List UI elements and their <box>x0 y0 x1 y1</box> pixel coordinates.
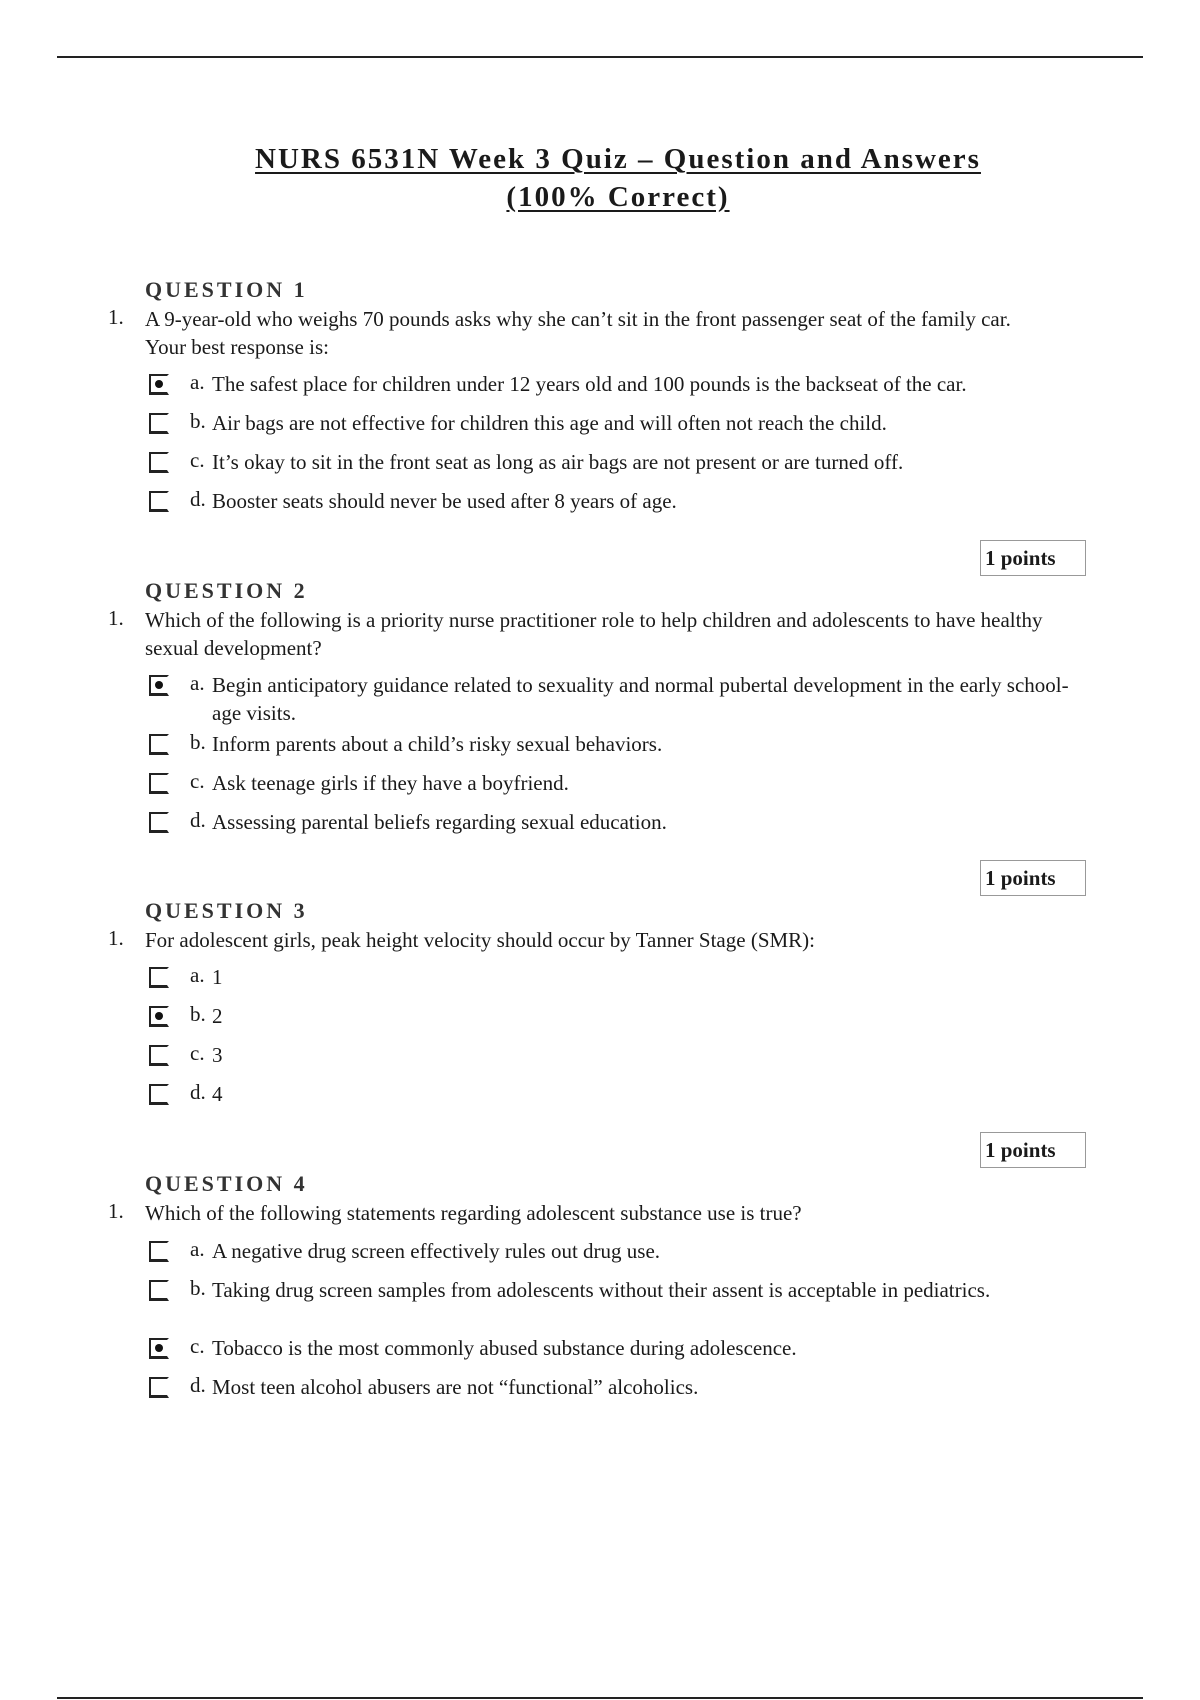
option-text: Air bags are not effective for children this age and will often not reach the child. <box>212 411 887 435</box>
option-text: Booster seats should never be used after 8 years of age. <box>212 489 677 513</box>
radio-icon[interactable] <box>149 1045 169 1066</box>
option-d[interactable] <box>145 1373 1105 1403</box>
top-rule <box>57 56 1143 58</box>
title-line-1: NURS 6531N Week 3 Quiz – Question and Answers <box>255 143 981 175</box>
option-d[interactable] <box>145 487 1105 517</box>
option-text: It’s okay to sit in the front seat as long as air bags are not present or are turned off. <box>212 450 904 474</box>
option-letter: d. <box>190 808 206 832</box>
option-letter: a. <box>190 370 205 394</box>
points-badge: 1 points <box>980 860 1086 896</box>
radio-icon[interactable] <box>149 1280 169 1301</box>
radio-icon[interactable] <box>149 773 169 794</box>
question-heading: QUESTION 2 <box>145 578 308 603</box>
option-text: 1 <box>212 965 223 989</box>
question-heading: QUESTION 3 <box>145 898 308 923</box>
question-text: Which of the following is a priority nurse practitioner role to help children and adolescents to have healthy sexual development? <box>145 608 1043 660</box>
option-text: Begin anticipatory guidance related to sexuality and normal pubertal development in the early school-age visits. <box>212 673 1069 725</box>
question-text: For adolescent girls, peak height velocity should occur by Tanner Stage (SMR): <box>145 928 816 952</box>
option-letter: c. <box>190 1041 205 1065</box>
option-b[interactable] <box>145 1002 1105 1032</box>
option-letter: b. <box>190 1276 206 1300</box>
radio-selected-icon[interactable] <box>149 675 169 696</box>
option-letter: d. <box>190 1080 206 1104</box>
radio-selected-icon[interactable] <box>149 1006 169 1027</box>
option-letter: a. <box>190 963 205 987</box>
option-letter: d. <box>190 1373 206 1397</box>
option-c[interactable] <box>145 1041 1105 1071</box>
option-text: 4 <box>212 1082 223 1106</box>
option-a[interactable] <box>145 370 1105 400</box>
option-a[interactable] <box>145 1237 1105 1267</box>
radio-icon[interactable] <box>149 967 169 988</box>
option-text: 3 <box>212 1043 223 1067</box>
radio-icon[interactable] <box>149 1241 169 1262</box>
option-d[interactable] <box>145 808 1105 838</box>
option-letter: c. <box>190 769 205 793</box>
radio-icon[interactable] <box>149 413 169 434</box>
question-number: 1. <box>108 606 124 630</box>
question-heading: QUESTION 1 <box>145 277 308 302</box>
option-letter: a. <box>190 1237 205 1261</box>
radio-icon[interactable] <box>149 812 169 833</box>
option-text: Taking drug screen samples from adolescents without their assent is acceptable in pediatrics. <box>212 1278 991 1302</box>
radio-selected-icon[interactable] <box>149 1338 169 1359</box>
option-d[interactable] <box>145 1080 1105 1110</box>
radio-icon[interactable] <box>149 734 169 755</box>
option-a[interactable] <box>145 963 1105 993</box>
bottom-rule <box>57 1697 1143 1699</box>
radio-icon[interactable] <box>149 452 169 473</box>
option-letter: b. <box>190 1002 206 1026</box>
question-text: A 9-year-old who weighs 70 pounds asks why she can’t sit in the front passenger seat of the family car. Your best response is: <box>145 307 1011 359</box>
question-number: 1. <box>108 1199 124 1223</box>
option-text: The safest place for children under 12 years old and 100 pounds is the backseat of the car. <box>212 372 967 396</box>
option-c[interactable] <box>145 448 1105 478</box>
option-letter: c. <box>190 1334 205 1358</box>
option-a[interactable] <box>145 671 1105 729</box>
option-b[interactable] <box>145 409 1105 439</box>
radio-selected-icon[interactable] <box>149 374 169 395</box>
option-text: Ask teenage girls if they have a boyfriend. <box>212 771 569 795</box>
title-line-2: (100% Correct) <box>506 181 730 213</box>
option-letter: a. <box>190 671 205 695</box>
option-text: Tobacco is the most commonly abused substance during adolescence. <box>212 1336 797 1360</box>
option-letter: d. <box>190 487 206 511</box>
question-text: Which of the following statements regarding adolescent substance use is true? <box>145 1201 802 1225</box>
radio-icon[interactable] <box>149 1084 169 1105</box>
option-letter: b. <box>190 409 206 433</box>
option-letter: c. <box>190 448 205 472</box>
points-badge: 1 points <box>980 1132 1086 1168</box>
option-text: Inform parents about a child’s risky sexual behaviors. <box>212 732 663 756</box>
option-text: Assessing parental beliefs regarding sexual education. <box>212 810 667 834</box>
option-text: Most teen alcohol abusers are not “functional” alcoholics. <box>212 1375 699 1399</box>
question-number: 1. <box>108 305 124 329</box>
radio-icon[interactable] <box>149 1377 169 1398</box>
question-heading: QUESTION 4 <box>145 1171 308 1196</box>
radio-icon[interactable] <box>149 491 169 512</box>
option-text: A negative drug screen effectively rules out drug use. <box>212 1239 661 1263</box>
points-badge: 1 points <box>980 540 1086 576</box>
option-b[interactable] <box>145 730 1105 760</box>
option-c[interactable] <box>145 1334 1105 1364</box>
option-letter: b. <box>190 730 206 754</box>
question-number: 1. <box>108 926 124 950</box>
page-title <box>0 140 1200 216</box>
option-b[interactable] <box>145 1276 1105 1334</box>
option-text: 2 <box>212 1004 223 1028</box>
option-c[interactable] <box>145 769 1105 799</box>
